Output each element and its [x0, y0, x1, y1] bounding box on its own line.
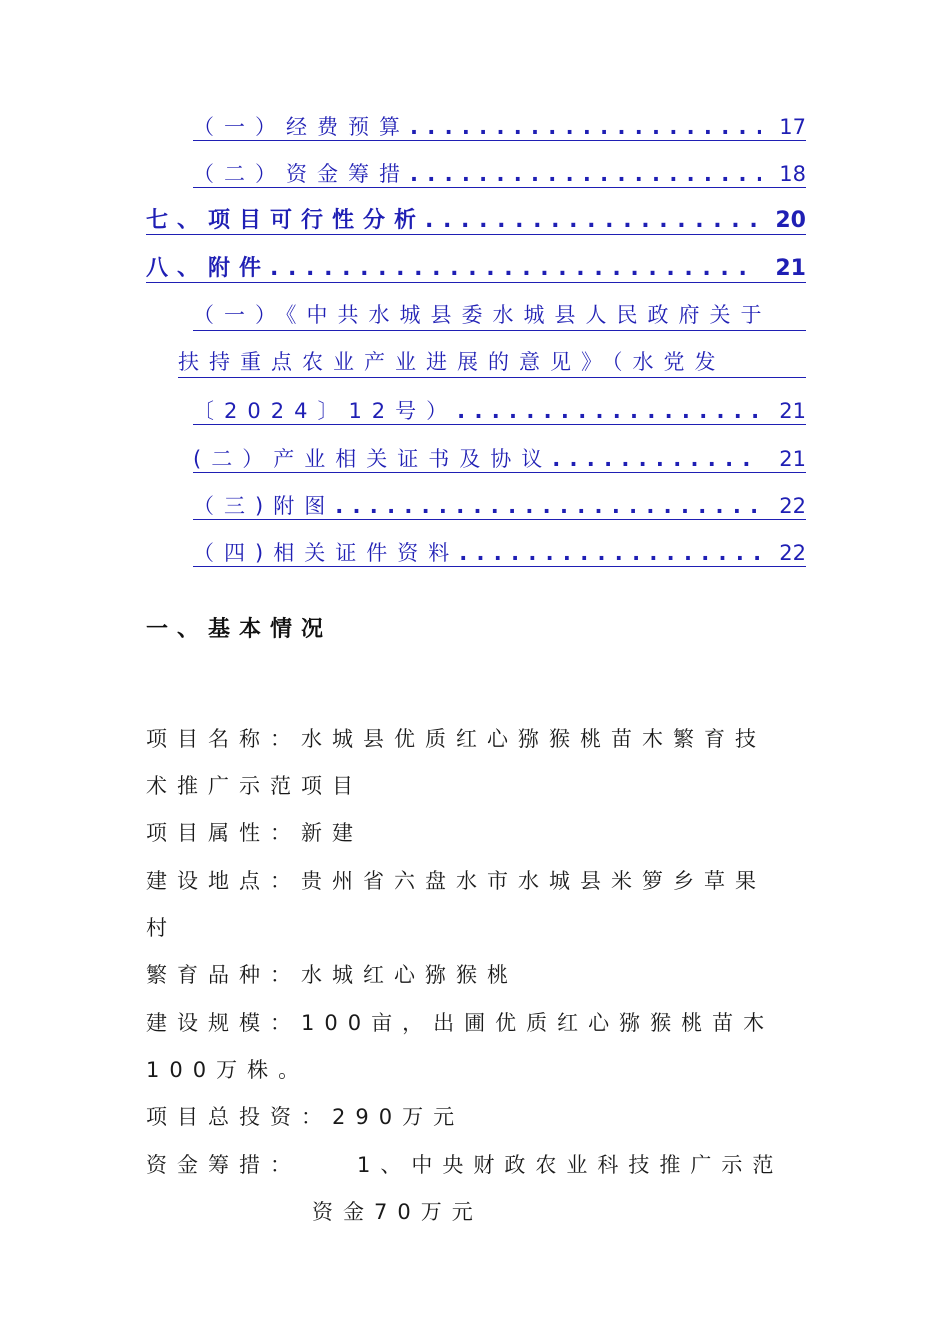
toc-page-number: 17 [779, 115, 806, 139]
variety-value: 水城红心猕猴桃 [301, 963, 518, 987]
project-name-label: 项目名称： [146, 727, 301, 751]
variety-row [146, 960, 518, 990]
variety-label: 繁育品种： [146, 963, 301, 987]
toc-entry-opinion-line3[interactable] [193, 396, 806, 425]
scale-row [146, 1008, 774, 1038]
funding-row [146, 1150, 783, 1180]
toc-entry-documents[interactable] [193, 538, 806, 567]
toc-entry-title: （三)附图 [193, 494, 336, 518]
toc-leader-dots [552, 446, 761, 472]
toc-entry-title: 八、附件 [146, 256, 271, 281]
toc-leader-dots [335, 493, 761, 519]
scale-continuation: 100万株。 [146, 1058, 310, 1082]
funding-continuation: 资金70万元 [312, 1200, 483, 1224]
toc-page-number: 21 [775, 256, 806, 281]
investment-row [146, 1102, 464, 1132]
toc-page-number: 18 [779, 162, 806, 186]
investment-label: 项目总投资： [146, 1105, 332, 1129]
toc-entry-title: （四)相关证件资料 [193, 541, 460, 565]
toc-leader-dots [410, 114, 761, 140]
scale-value: 100亩，出圃优质红心猕猴桃苗木 [301, 1011, 775, 1035]
location-value: 贵州省六盘水市水城县米箩乡草果 [301, 869, 766, 893]
toc-entry-feasibility[interactable] [146, 206, 806, 235]
toc-entry-funding[interactable] [193, 159, 806, 188]
toc-page-number: 21 [779, 399, 806, 423]
project-name-value: 水城县优质红心猕猴桃苗木繁育技 [301, 727, 766, 751]
funding-value: 1、中央财政农业科技推广示范 [357, 1153, 784, 1177]
funding-label: 资金筹措： [146, 1153, 301, 1177]
scale-label: 建设规模： [146, 1011, 301, 1035]
toc-leader-dots [425, 208, 757, 234]
toc-entry-attachments[interactable] [146, 254, 806, 283]
project-attribute-row [146, 818, 363, 848]
section-heading: 一、基本情况 [146, 617, 333, 642]
toc-leader-dots [459, 540, 761, 566]
toc-entry-title: 〔2024〕12号） [193, 399, 458, 423]
toc-entry-title: 七、项目可行性分析 [146, 208, 426, 233]
project-attribute-label: 项目属性： [146, 821, 301, 845]
project-name-continuation: 术推广示范项目 [146, 774, 363, 798]
toc-page-number: 21 [779, 447, 806, 471]
location-label: 建设地点： [146, 869, 301, 893]
toc-entry-title: （二）资金筹措 [193, 162, 410, 186]
location-row [146, 866, 766, 896]
toc-leader-dots [270, 256, 757, 282]
toc-entry-opinion-line1[interactable]: （一）《中共水城县委水城县人民政府关于 [193, 302, 806, 331]
toc-page-number: 22 [779, 541, 806, 565]
project-attribute-value: 新建 [301, 821, 363, 845]
toc-leader-dots [457, 398, 761, 424]
toc-entry-opinion-line2[interactable]: 扶持重点农业产业进展的意见》（水党发 [178, 349, 806, 378]
toc-entry-certificates[interactable] [193, 444, 806, 473]
location-continuation: 村 [146, 916, 177, 940]
toc-page-number: 20 [775, 208, 806, 233]
toc-leader-dots [410, 161, 761, 187]
toc-entry-title: （一）经费预算 [193, 115, 410, 139]
toc-entry-figures[interactable] [193, 491, 806, 520]
investment-value: 290万元 [332, 1105, 465, 1129]
toc-entry-title: (二）产业相关证书及协议 [193, 447, 553, 471]
toc-entry-budget[interactable] [193, 112, 806, 141]
toc-page-number: 22 [779, 494, 806, 518]
project-name-row [146, 724, 766, 754]
